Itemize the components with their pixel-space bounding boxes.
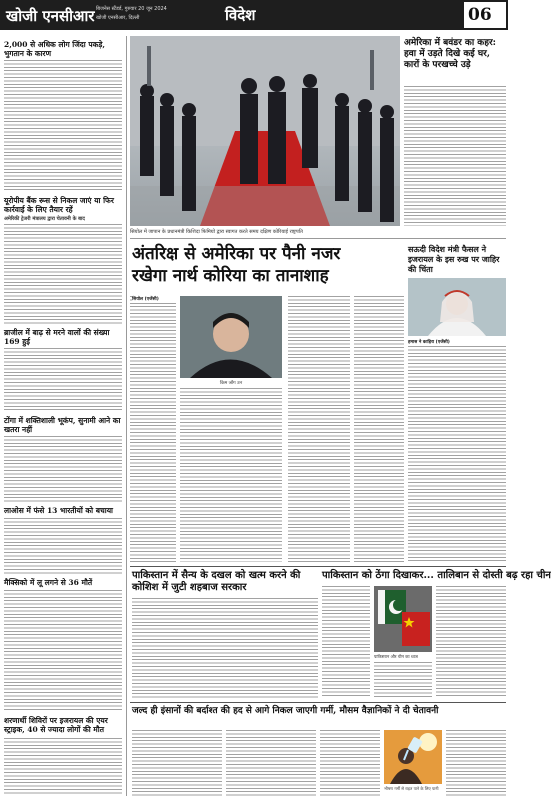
left-headline-5: लाओस में फंसे 13 भारतीयों को बचाया	[4, 506, 113, 515]
left-headline-4: टोंगा में शक्तिशाली भूकंप, सुनामी आने का खतरा नहीं	[4, 416, 121, 434]
masthead-logo: खोजी एनसीआर	[6, 7, 95, 25]
left-body-1	[4, 60, 122, 190]
main-headline-line2: रखेगा नार्थ कोरिया का तानाशाह	[132, 266, 329, 286]
page-number-text: 06	[468, 5, 492, 25]
left-subhead-2: अमेरिकी ट्रेजरी मंत्रालय द्वारा चेतावनी के बाद	[4, 216, 85, 222]
saudi-byline: हमास ने काहिरा (एजेंसी)	[408, 340, 450, 345]
flags-photo	[374, 586, 432, 652]
flags-caption: पाकिस्तान और चीन का ध्वज	[374, 654, 418, 659]
heat-headline: जल्द ही इंसानों की बर्दाश्त की हद से आगे निकल जाएगी गर्मी, मौसम वैज्ञानिकों ने दी चेतावनी	[132, 706, 439, 716]
saudi-photo	[408, 278, 506, 336]
china-taliban-body-2	[374, 662, 432, 698]
china-taliban-headline: पाकिस्तान को ठेंगा दिखाकर... तालिबान से दोस्ती बढ़ रहा चीन	[322, 570, 551, 581]
masthead-dateline-2: खोजी एनसीआर, दिल्ली	[96, 15, 140, 21]
main-photo-caption: किम जोंग उन	[219, 381, 243, 386]
left-body-4	[4, 436, 122, 502]
heat-body-3	[320, 730, 380, 796]
divider-mid	[130, 566, 506, 567]
heat-body-4	[446, 730, 506, 796]
main-photo-kim	[180, 296, 282, 378]
caption-rule	[130, 238, 506, 239]
saudi-headline: सऊदी विदेश मंत्री फैसल ने इजरायल के इस रुख पर जाहिर की चिंता	[408, 244, 500, 274]
heat-photo-caption: भीषण गर्मी से राहत पाने के लिए पानी	[384, 786, 439, 791]
left-body-2	[4, 224, 122, 324]
heat-body-1	[132, 730, 222, 796]
main-headline-line1: अंतरिक्ष से अमेरिका पर पैनी नजर	[132, 244, 341, 264]
china-taliban-body-3	[436, 586, 506, 698]
main-story-byline: सियोल (एजेंसी)	[132, 296, 178, 302]
top-photo	[130, 36, 400, 226]
china-taliban-body-1	[322, 586, 370, 698]
left-body-7	[4, 738, 122, 796]
heat-body-2	[226, 730, 316, 796]
main-body-col2	[180, 388, 282, 562]
saudi-body	[408, 346, 506, 562]
top-photo-caption: सियोल में जापान के प्रधानमंत्री किशिदा फिमियो द्वारा स्वागत करते समय दक्षिण कोरियाई राष्ट्रपति	[130, 229, 303, 235]
main-body-col4	[354, 296, 404, 562]
pakistan-army-headline: पाकिस्तान में सैन्य के दखल को खत्म करने की कोशिश में जुटी शहबाज सरकार	[132, 570, 301, 593]
heat-photo	[384, 730, 442, 784]
left-headline-2: यूरोपीय बैंक रूस से निकल जाएं या फिर कार्रवाई के लिए तैयार रहें	[4, 196, 114, 214]
tornado-headline: अमेरिका में बवंडर का कहर: हवा में उड़ते दिखे कई घर, कारों के परखच्चे उड़े	[404, 38, 497, 70]
left-headline-3: ब्राजील में बाढ़ से मरने वालों की संख्या 169 हुई	[4, 328, 110, 346]
left-headline-1: 2,000 से अधिक लोग जिंदा पकड़े, भुगतान के कारण	[4, 40, 105, 58]
left-body-5	[4, 518, 122, 574]
section-title: विदेश	[225, 6, 256, 24]
column-divider	[126, 36, 127, 796]
masthead-dateline: बिजनेस स्टैंडर्ड, गुरुवार 20 जून 2024	[96, 6, 167, 12]
main-body-col3	[288, 296, 350, 562]
left-headline-7: शरणार्थी शिविरों पर इजरायल की एयर स्ट्राइक, 40 से ज्यादा लोगों की मौत	[4, 716, 108, 734]
left-body-6	[4, 590, 122, 710]
left-headline-6: मैक्सिको में लू लगने से 36 मौतें	[4, 578, 93, 587]
pakistan-army-body	[132, 598, 318, 698]
left-body-3	[4, 348, 122, 412]
divider-bottom	[130, 702, 506, 703]
main-body-col1	[130, 296, 176, 562]
tornado-body	[404, 86, 506, 226]
